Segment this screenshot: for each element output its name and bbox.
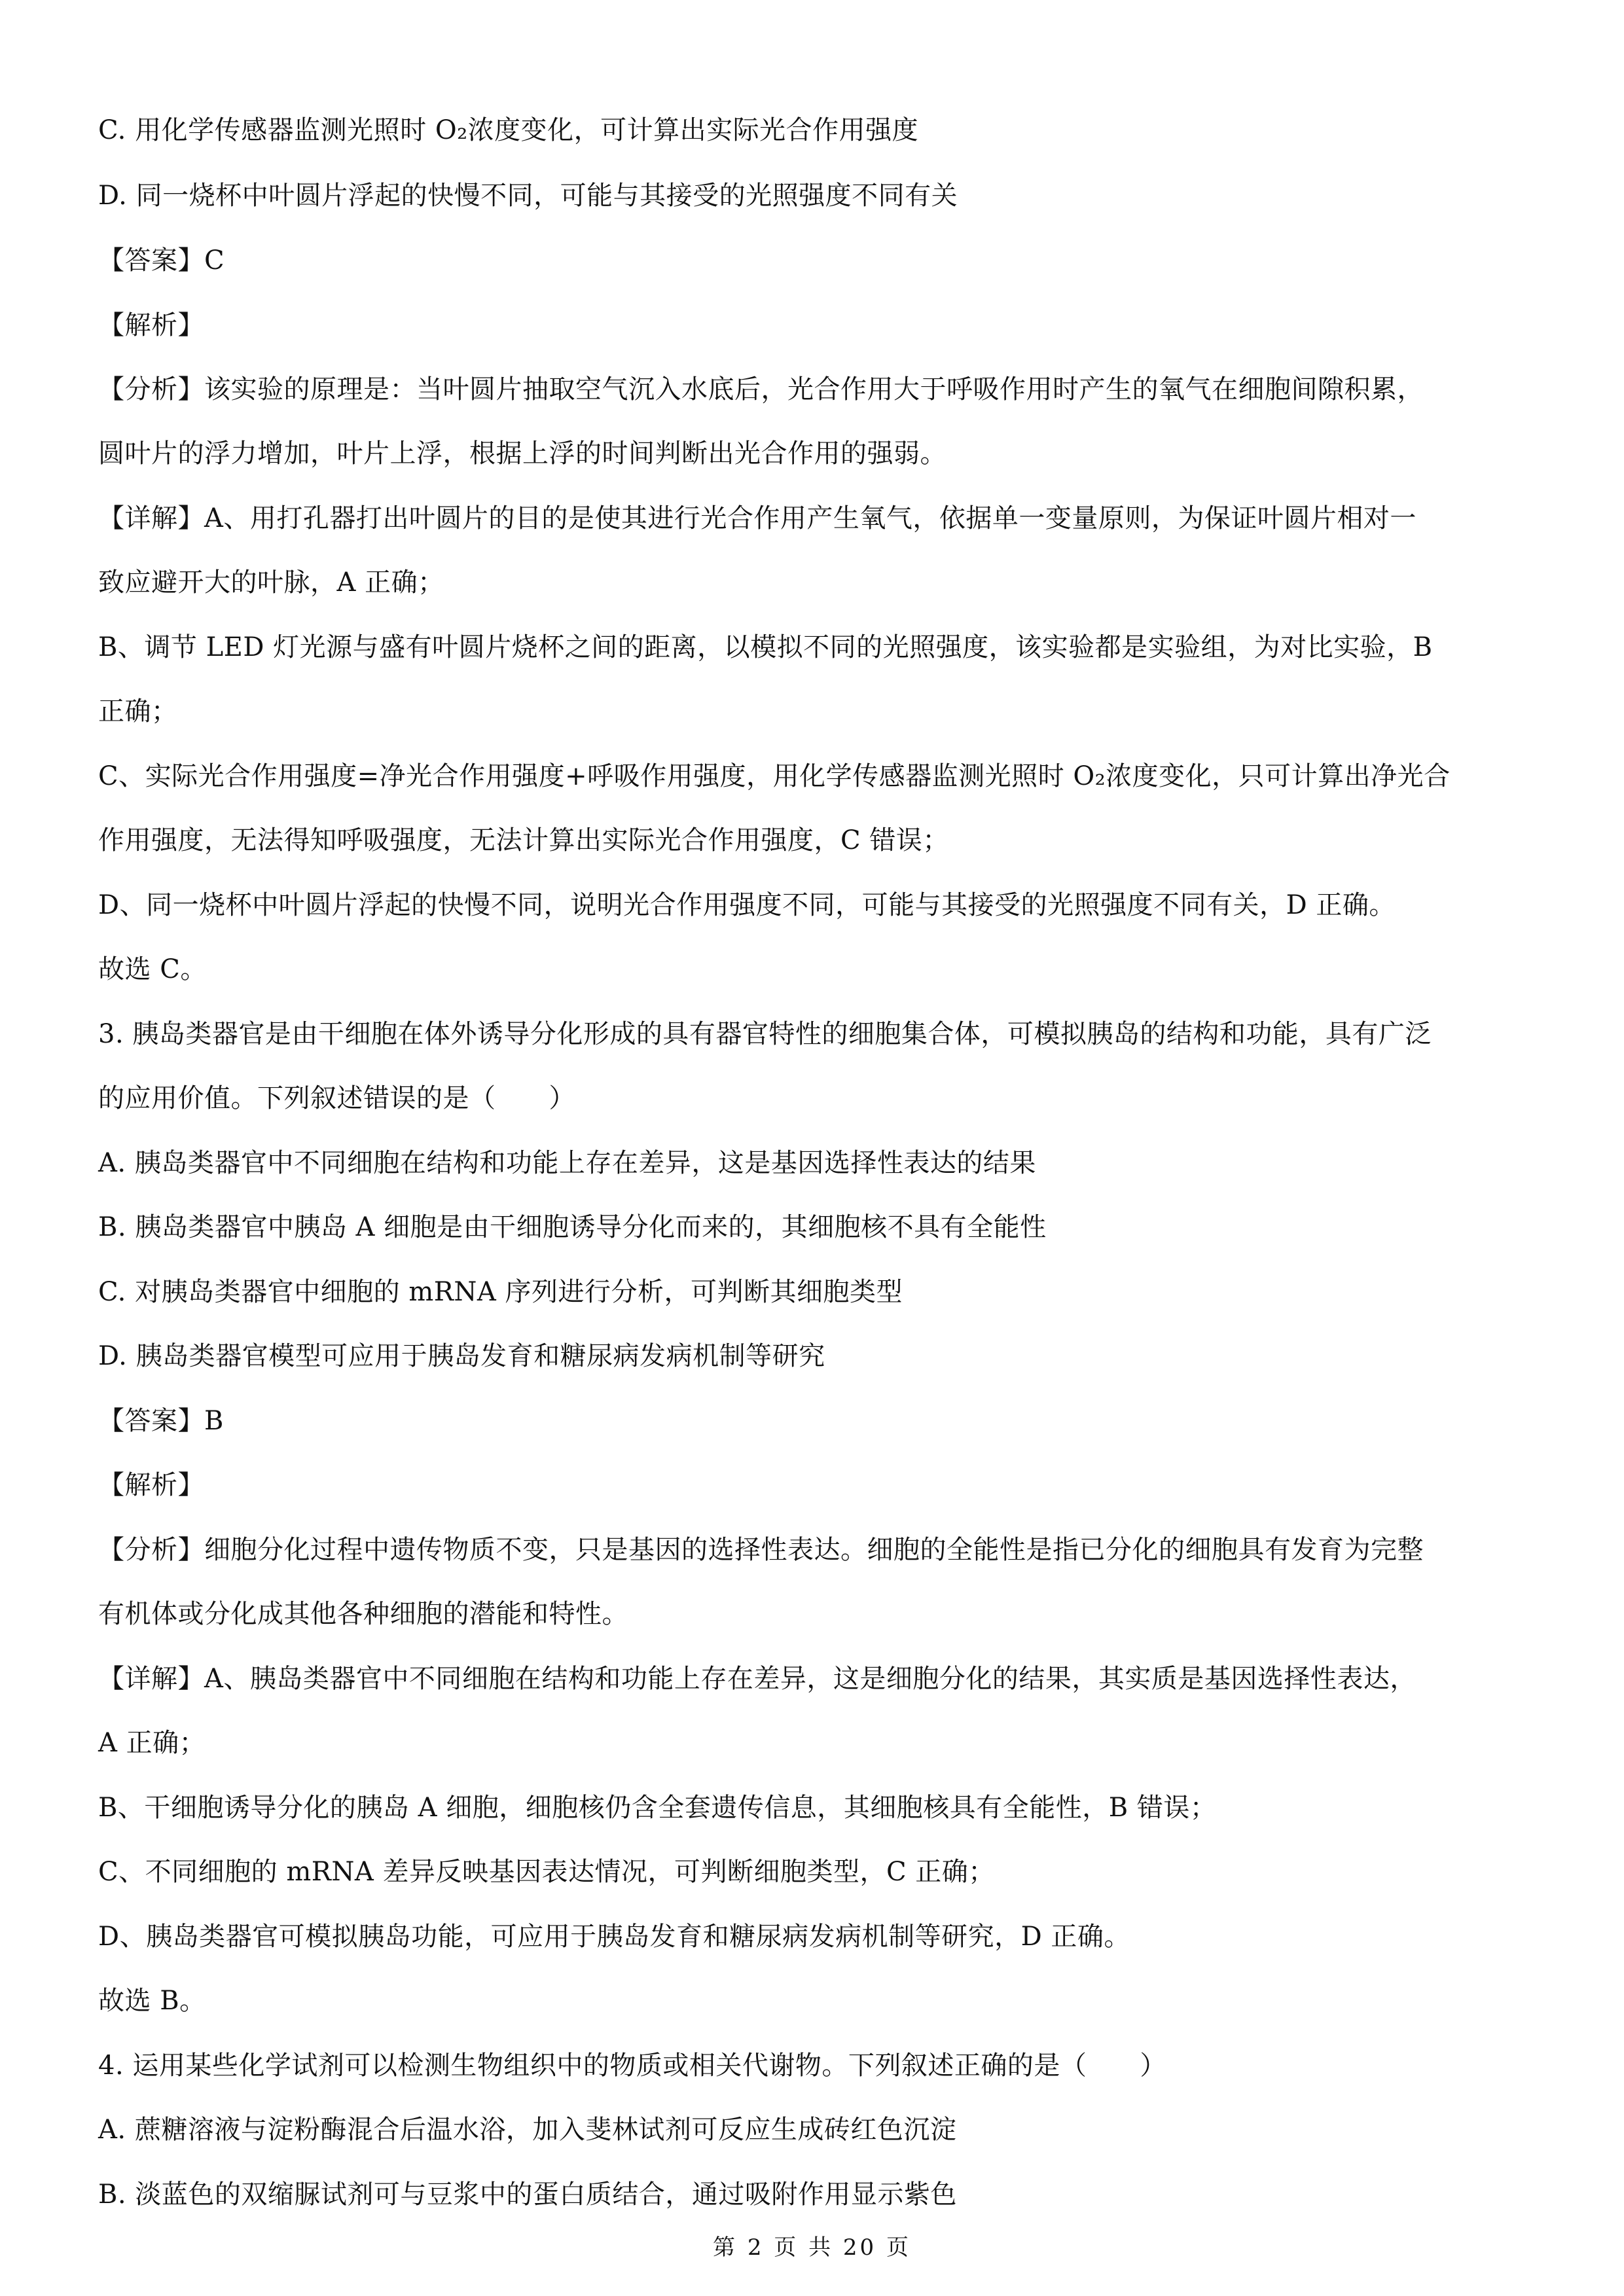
detail-text: C、实际光合作用强度=净光合作用强度+呼吸作用强度，用化学传感器监测光照时 O₂浓度变化，只可计算出净光合 xyxy=(98,761,1451,791)
question-3-stem: 3. 胰岛类器官是由干细胞在体外诱导分化形成的具有器官特性的细胞集合体，可模拟胰岛的结构和功能，具有广泛 xyxy=(98,1019,1432,1049)
detail-text: 作用强度，无法得知呼吸强度，无法计算出实际光合作用强度，C 错误； xyxy=(98,825,949,855)
analysis-text: 【分析】该实验的原理是：当叶圆片抽取空气沉入水底后，光合作用大于呼吸作用时产生的氧气在细胞间隙积累， xyxy=(98,374,1424,404)
question-3-option-a: A. 胰岛类器官中不同细胞在结构和功能上存在差异，这是基因选择性表达的结果 xyxy=(98,1148,1036,1178)
detail-text: B、干细胞诱导分化的胰岛 A 细胞，细胞核仍含全套遗传信息，其细胞核具有全能性，B 错误； xyxy=(98,1793,1217,1823)
question-4-stem: 4. 运用某些化学试剂可以检测生物组织中的物质或相关代谢物。下列叙述正确的是（ ） xyxy=(98,2051,1166,2081)
question-3-option-d: D. 胰岛类器官模型可应用于胰岛发育和糖尿病发病机制等研究 xyxy=(98,1341,825,1371)
analysis-text: 【分析】细胞分化过程中遗传物质不变，只是基因的选择性表达。细胞的全能性是指已分化的细胞具有发育为完整 xyxy=(98,1535,1424,1565)
detail-text: D、同一烧杯中叶圆片浮起的快慢不同，说明光合作用强度不同，可能与其接受的光照强度不同有关，D 正确。 xyxy=(98,890,1396,920)
question-3-option-b: B. 胰岛类器官中胰岛 A 细胞是由干细胞诱导分化而来的，其细胞核不具有全能性 xyxy=(98,1212,1047,1242)
detail-text: 致应避开大的叶脉，A 正确； xyxy=(98,567,444,598)
detail-text: C、不同细胞的 mRNA 差异反映基因表达情况，可判断细胞类型，C 正确； xyxy=(98,1857,995,1887)
question-3-stem: 的应用价值。下列叙述错误的是（ ） xyxy=(98,1083,575,1113)
conclusion-text: 故选 C。 xyxy=(98,954,207,984)
analysis-text: 有机体或分化成其他各种细胞的潜能和特性。 xyxy=(98,1599,628,1629)
answer-label: 【答案】B xyxy=(98,1406,224,1436)
analysis-label: 【解析】 xyxy=(98,1470,204,1500)
detail-text: B、调节 LED 灯光源与盛有叶圆片烧杯之间的距离，以模拟不同的光照强度，该实验都是实验组，为对比实验，B xyxy=(98,632,1433,662)
answer-label: 【答案】C xyxy=(98,245,225,276)
page-number-footer: 第 2 页 共 20 页 xyxy=(713,2234,911,2261)
question-4-option-a: A. 蔗糖溶液与淀粉酶混合后温水浴，加入斐林试剂可反应生成砖红色沉淀 xyxy=(98,2115,957,2145)
analysis-label: 【解析】 xyxy=(98,310,204,340)
detail-text: 【详解】A、胰岛类器官中不同细胞在结构和功能上存在差异，这是细胞分化的结果，其实质是基因选择性表达， xyxy=(98,1664,1416,1694)
question-3-option-c: C. 对胰岛类器官中细胞的 mRNA 序列进行分析，可判断其细胞类型 xyxy=(98,1277,903,1307)
option-c-previous: C. 用化学传感器监测光照时 O₂浓度变化，可计算出实际光合作用强度 xyxy=(98,115,919,145)
detail-text: 正确； xyxy=(98,696,178,726)
analysis-text: 圆叶片的浮力增加，叶片上浮，根据上浮的时间判断出光合作用的强弱。 xyxy=(98,439,947,469)
detail-text: 【详解】A、用打孔器打出叶圆片的目的是使其进行光合作用产生氧气，依据单一变量原则，为保证叶圆片相对一 xyxy=(98,503,1416,533)
option-d-previous: D. 同一烧杯中叶圆片浮起的快慢不同，可能与其接受的光照强度不同有关 xyxy=(98,181,958,211)
detail-text: D、胰岛类器官可模拟胰岛功能，可应用于胰岛发育和糖尿病发病机制等研究，D 正确。 xyxy=(98,1922,1130,1952)
question-4-option-b: B. 淡蓝色的双缩脲试剂可与豆浆中的蛋白质结合，通过吸附作用显示紫色 xyxy=(98,2179,957,2210)
conclusion-text: 故选 B。 xyxy=(98,1986,206,2016)
detail-text: A 正确； xyxy=(98,1728,206,1758)
